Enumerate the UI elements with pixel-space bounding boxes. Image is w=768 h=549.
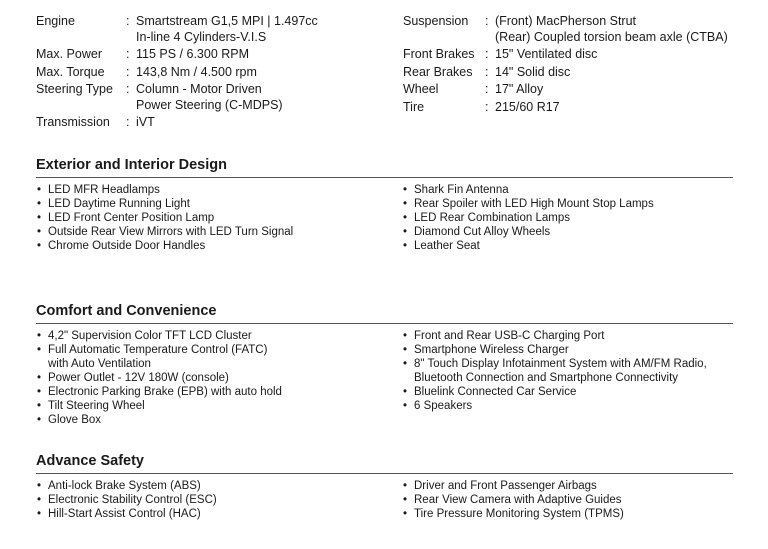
list-item-text: • LED Front Center Position Lamp: [48, 212, 215, 224]
spec-separator: :: [126, 47, 130, 61]
spec-row: [403, 100, 748, 116]
spec-label: Engine: [36, 14, 75, 28]
list-item-text: • Shark Fin Antenna: [414, 184, 509, 196]
list-item: [36, 493, 402, 507]
list-item-text: • Full Automatic Temperature Control (FATC): [48, 344, 268, 356]
spec-value: [136, 65, 376, 81]
list-item: [36, 197, 402, 211]
list-item: [402, 343, 733, 357]
spec-row: [36, 14, 376, 45]
list-item: [36, 329, 402, 343]
spec-value-line: Power Steering (C-MDPS): [136, 97, 283, 112]
spec-value: [495, 100, 748, 116]
spec-value-line: 215/60 R17: [495, 99, 560, 114]
list-item-text: • Electronic Stability Control (ESC): [48, 494, 217, 506]
spec-label: Tire: [403, 99, 425, 114]
list-item: [402, 479, 733, 493]
exterior-list-right: [402, 183, 733, 253]
spec-separator: :: [485, 99, 489, 114]
spec-value-line: (Rear) Coupled torsion beam axle (CTBA): [495, 29, 728, 44]
section-title-exterior: Exterior and Interior Design: [36, 157, 733, 178]
list-item: [36, 399, 402, 413]
list-item-text: • LED Daytime Running Light: [48, 198, 190, 210]
list-item-text: • Hill-Start Assist Control (HAC): [48, 508, 201, 520]
safety-list-left: [36, 479, 402, 521]
list-item-text: • Power Outlet - 12V 180W (console): [48, 372, 229, 384]
spec-separator: :: [485, 64, 489, 79]
spec-value-line: Column - Motor Driven: [136, 82, 262, 96]
spec-separator: :: [126, 14, 130, 28]
list-item: [402, 225, 733, 239]
spec-value-line: In-line 4 Cylinders-V.I.S: [136, 29, 267, 44]
spec-value: [495, 47, 748, 63]
list-item-text: • Rear View Camera with Adaptive Guides: [414, 494, 622, 506]
spec-separator: :: [126, 115, 130, 129]
spec-value-line: 17" Alloy: [495, 82, 544, 96]
list-item-text: • 6 Speakers: [414, 400, 473, 412]
spec-separator: :: [485, 14, 489, 28]
spec-value: [495, 14, 748, 45]
list-item: [402, 493, 733, 507]
list-item-text: Bluetooth Connection and Smartphone Connectivity: [414, 372, 679, 384]
list-item: [402, 507, 733, 521]
specs-right: [403, 14, 748, 115]
spec-separator: :: [126, 64, 130, 79]
spec-value: [136, 14, 376, 45]
list-item-text: • Rear Spoiler with LED High Mount Stop Lamps: [414, 198, 654, 210]
list-item-text: • Electronic Parking Brake (EPB) with auto hold: [48, 386, 282, 398]
list-item: [402, 211, 733, 225]
list-item-text: • Leather Seat: [414, 240, 480, 252]
comfort-list-right: [402, 329, 733, 427]
spec-separator: :: [126, 82, 130, 96]
spec-value: [495, 82, 748, 98]
spec-value-line: 15" Ventilated disc: [495, 47, 598, 61]
list-item-text: with Auto Ventilation: [48, 358, 151, 370]
spec-row: [403, 47, 748, 63]
list-item: [402, 357, 733, 385]
list-item-text: • Diamond Cut Alloy Wheels: [414, 226, 551, 238]
list-item: [402, 239, 733, 253]
list-item-text: • Glove Box: [48, 414, 102, 426]
list-item: [402, 329, 733, 343]
spec-row: [403, 65, 748, 81]
list-item: [36, 371, 402, 385]
list-item-text: • LED MFR Headlamps: [48, 184, 160, 196]
list-item-text: • Tilt Steering Wheel: [48, 400, 145, 412]
section-title-comfort: Comfort and Convenience: [36, 303, 733, 324]
list-item: [36, 225, 402, 239]
list-item-text: • Bluelink Connected Car Service: [414, 386, 577, 398]
list-item-text: • Smartphone Wireless Charger: [414, 344, 569, 356]
section-advance-safety: [36, 453, 733, 521]
list-item: [36, 343, 402, 371]
list-item-text: • 8" Touch Display Infotainment System with AM/FM Radio,: [414, 358, 707, 370]
spec-value-line: iVT: [136, 115, 155, 129]
list-item-text: • Chrome Outside Door Handles: [48, 240, 206, 252]
section-exterior-interior: [36, 157, 733, 253]
list-item: [402, 399, 733, 413]
spec-value: [495, 65, 748, 81]
list-item-text: • Outside Rear View Mirrors with LED Turn Signal: [48, 226, 294, 238]
spec-separator: :: [485, 82, 489, 96]
spec-value: [136, 82, 376, 113]
list-item: [36, 385, 402, 399]
spec-value: [136, 47, 376, 63]
list-item: [402, 385, 733, 399]
spec-label: Steering Type: [36, 82, 113, 96]
section-comfort-convenience: [36, 303, 733, 427]
spec-row: [36, 115, 376, 131]
spec-label: Max. Power: [36, 47, 102, 61]
spec-value-line: 14" Solid disc: [495, 64, 571, 79]
list-item-text: • Driver and Front Passenger Airbags: [414, 480, 597, 492]
list-item: [402, 197, 733, 211]
spec-row: [36, 82, 376, 113]
section-title-safety: Advance Safety: [36, 453, 733, 474]
list-item: [36, 183, 402, 197]
list-item: [36, 211, 402, 225]
spec-label: Suspension: [403, 14, 469, 28]
list-item: [36, 479, 402, 493]
spec-row: [403, 82, 748, 98]
spec-value: [136, 115, 376, 131]
spec-label: Front Brakes: [403, 47, 475, 61]
spec-value-line: 115 PS / 6.300 RPM: [136, 47, 250, 61]
spec-separator: :: [485, 47, 489, 61]
list-item-text: • Front and Rear USB-C Charging Port: [414, 330, 605, 342]
comfort-list-left: [36, 329, 402, 427]
list-item: [36, 239, 402, 253]
list-item: [36, 507, 402, 521]
spec-row: [403, 14, 748, 45]
list-item: [36, 413, 402, 427]
spec-label: Max. Torque: [36, 64, 105, 79]
spec-label: Rear Brakes: [403, 64, 473, 79]
list-item-text: • Tire Pressure Monitoring System (TPMS): [414, 508, 624, 520]
exterior-list-left: [36, 183, 402, 253]
list-item-text: • Anti-lock Brake System (ABS): [48, 480, 201, 492]
safety-list-right: [402, 479, 733, 521]
spec-label: Wheel: [403, 82, 439, 96]
list-item-text: • 4,2" Supervision Color TFT LCD Cluster: [48, 330, 252, 342]
spec-value-line: Smartstream G1,5 MPI | 1.497cc: [136, 14, 318, 28]
spec-label: Transmission: [36, 115, 110, 129]
list-item: [402, 183, 733, 197]
list-item-text: • LED Rear Combination Lamps: [414, 212, 570, 224]
spec-row: [36, 47, 376, 63]
spec-row: [36, 65, 376, 81]
spec-value-line: 143,8 Nm / 4.500 rpm: [136, 64, 257, 79]
spec-value-line: (Front) MacPherson Strut: [495, 14, 637, 28]
specs-left: [36, 14, 376, 131]
